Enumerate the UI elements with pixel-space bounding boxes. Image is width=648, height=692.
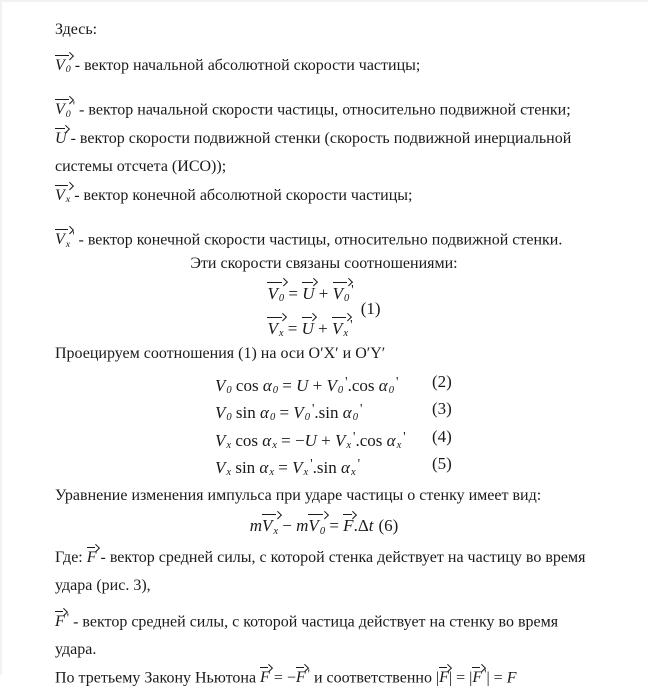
- subscript: х: [272, 440, 277, 452]
- subscript: 0: [272, 385, 279, 397]
- vector-symbol: F: [343, 516, 354, 535]
- equation-1-line-1: [267, 274, 353, 309]
- math-text: По третьему Закону Ньютона: [55, 669, 261, 687]
- math-text: - вектор начальной скорости частицы, относительно подвижной стенки;: [75, 101, 571, 119]
- vector-symbol: F: [86, 549, 97, 566]
- math-text: =: [274, 457, 293, 477]
- math-text: $\alpha_0$: [260, 402, 276, 424]
- projection-paragraph: Проецируем соотношения (1) на оси O′X′ и O′Y′: [55, 345, 386, 362]
- math-text: cos: [231, 375, 263, 395]
- subscript: х: [65, 194, 71, 206]
- vector-symbol: $V_0$: [55, 57, 71, 76]
- math-text: =: [275, 402, 294, 422]
- prime-mark: ': [403, 429, 406, 444]
- subscript: х: [226, 467, 232, 479]
- equation-5-formula: [215, 458, 360, 477]
- math-text: $\alpha_х$: [259, 457, 275, 479]
- subscript: х: [278, 328, 284, 340]
- math-text: .cos: [347, 375, 379, 395]
- relations-heading: Эти скорости связаны соотношениями:: [190, 255, 458, 272]
- vector-symbol: F: [439, 669, 449, 687]
- subscript: х: [346, 440, 352, 452]
- vector-symbol: $V_0$: [308, 516, 326, 537]
- math-text: - вектор начальной абсолютной скорости частицы;: [70, 57, 421, 74]
- prime-mark: ': [307, 667, 310, 681]
- subscript: 0: [65, 64, 71, 76]
- math-text: - вектор средней силы, с которой частица действует на стенку во время удара.: [55, 613, 559, 659]
- vector-symbol: U: [55, 130, 67, 147]
- math-text: F: [506, 669, 517, 687]
- math-text: U: [296, 375, 309, 395]
- math-text: .cos: [355, 430, 387, 450]
- equation-5-number: (5): [432, 454, 452, 473]
- subscript: х: [396, 440, 402, 452]
- math-text: $V_х$: [334, 430, 352, 452]
- math-text: cos: [231, 430, 263, 450]
- math-text: m: [296, 516, 309, 535]
- subscript: 0: [337, 385, 344, 397]
- equation-3-row: [0, 395, 648, 427]
- math-text: $V_х$: [215, 457, 232, 479]
- prime-mark: ': [351, 282, 354, 297]
- math-text: $\alpha_х$: [262, 430, 277, 452]
- equation-6-formula: [250, 511, 374, 541]
- math-text: - вектор скорости подвижной стенки (скорость подвижной инерциальной системы отсчета (ИСО));: [55, 130, 572, 175]
- vector-symbol: $V_0$: [267, 283, 285, 305]
- math-text: .Δ: [353, 516, 369, 535]
- math-text: $V_0$: [215, 375, 232, 397]
- math-text: | = |: [448, 669, 473, 687]
- force-prime-paragraph: [55, 604, 595, 664]
- subscript: х: [226, 440, 232, 452]
- prime-mark: ': [484, 667, 487, 681]
- subscript: 0: [388, 385, 394, 397]
- vector-symbol: F: [472, 669, 483, 687]
- math-text: - вектор конечной абсолютной скорости частицы;: [70, 187, 413, 204]
- math-text: Где:: [55, 549, 87, 566]
- math-text: $\alpha_0$: [378, 375, 394, 397]
- equation-3-formula: [215, 403, 362, 422]
- subscript: 0: [226, 385, 232, 397]
- equation-4-formula: [215, 431, 406, 450]
- subscript: х: [269, 467, 275, 479]
- subscript: х: [65, 238, 71, 250]
- prime-mark: ': [72, 99, 76, 113]
- math-text: sin: [231, 402, 260, 422]
- equation-1-number: (1): [360, 298, 381, 318]
- equation-system-lines: [267, 274, 353, 344]
- math-text: sin: [231, 457, 260, 477]
- math-text: | =: [486, 669, 507, 687]
- math-text: t: [368, 516, 374, 535]
- subscript: 0: [319, 525, 326, 537]
- prime-mark: ': [357, 456, 361, 471]
- math-text: $\alpha_0$: [262, 375, 279, 397]
- subscript: 0: [278, 293, 285, 305]
- newton-law-paragraph: [55, 660, 645, 692]
- vector-symbol: F: [295, 669, 306, 687]
- equation-6: [0, 511, 648, 541]
- definition-vk: [55, 182, 595, 210]
- math-text: = −: [276, 430, 305, 450]
- vector-symbol: $V_х$: [332, 318, 349, 340]
- prime-mark: ': [395, 374, 399, 389]
- math-text: =: [284, 283, 303, 303]
- equation-2-number: (2): [432, 372, 452, 391]
- subscript: 0: [65, 108, 71, 120]
- math-text: $V_0$: [326, 375, 344, 397]
- math-text: +: [308, 375, 327, 395]
- vector-symbol: U: [302, 283, 315, 303]
- equation-2-formula: [215, 376, 398, 395]
- definition-u: [55, 125, 595, 181]
- definition-v0: [55, 52, 595, 80]
- vector-symbol: $V_х$: [55, 231, 71, 250]
- math-text: +: [314, 283, 333, 303]
- math-text: - вектор конечной скорости частицы, относительно подвижной стенки.: [74, 231, 563, 249]
- equation-1-line-2: [267, 309, 352, 344]
- subscript: 0: [304, 412, 310, 424]
- math-text: и соответственно: [309, 669, 436, 687]
- equation-5-row: [0, 450, 648, 482]
- math-text: $\alpha_х$: [386, 430, 402, 452]
- math-text: .sin: [314, 402, 343, 422]
- math-text: =: [325, 516, 344, 535]
- vector-symbol: U: [301, 318, 314, 338]
- prime-mark: ': [345, 374, 348, 389]
- subscript: х: [343, 328, 349, 340]
- subscript: 0: [269, 412, 276, 424]
- subscript: 0: [352, 412, 358, 424]
- vector-symbol: $V_0$: [332, 283, 350, 305]
- prime-mark: ': [359, 401, 363, 416]
- math-text: $\alpha_х$: [341, 457, 356, 479]
- definition-v0-prime: [55, 92, 595, 124]
- math-text: $V_х$: [292, 457, 309, 479]
- subscript: х: [350, 467, 356, 479]
- vector-symbol: $V_х$: [55, 187, 71, 206]
- prime-mark: ': [350, 316, 353, 332]
- math-text: U: [304, 430, 317, 450]
- subscript: х: [303, 467, 309, 479]
- prime-mark: ': [310, 456, 313, 471]
- math-text: =: [283, 318, 302, 338]
- math-text: $\alpha_0$: [342, 402, 358, 424]
- equation-system-1: [0, 274, 648, 344]
- subscript: 0: [343, 293, 350, 305]
- math-text: .sin: [312, 457, 342, 477]
- math-text: $V_0$: [215, 402, 232, 424]
- prime-mark: ': [311, 401, 315, 416]
- subscript: х: [273, 525, 279, 537]
- prime-mark: ': [66, 611, 70, 625]
- prime-mark: ': [353, 429, 356, 444]
- vector-symbol: F: [260, 669, 270, 687]
- math-text: −: [278, 516, 297, 535]
- equation-3-number: (3): [432, 399, 452, 418]
- vector-symbol: $V_х$: [261, 516, 279, 537]
- math-text: m: [249, 516, 262, 535]
- prime-mark: ': [72, 229, 75, 243]
- math-text: =: [278, 375, 297, 395]
- vector-symbol: F: [55, 613, 65, 631]
- impulse-paragraph: Уравнение изменения импульса при ударе частицы о стенку имеет вид:: [55, 487, 542, 504]
- math-text: = −: [269, 669, 296, 687]
- math-text: |: [435, 669, 440, 687]
- vector-symbol: $V_0$: [55, 101, 71, 120]
- paragraph-here: Здесь:: [55, 21, 98, 38]
- math-text: - вектор средней силы, с которой стенка действует на частицу во время удара (рис. 3),: [55, 549, 586, 594]
- equation-6-number: (6): [378, 516, 399, 535]
- math-text: $V_х$: [215, 430, 232, 452]
- math-text: $V_0$: [293, 402, 310, 424]
- where-force-paragraph: [55, 544, 595, 600]
- math-text: +: [316, 430, 335, 450]
- equation-4-number: (4): [432, 427, 452, 446]
- subscript: 0: [226, 412, 232, 424]
- vector-symbol: $V_х$: [267, 318, 284, 340]
- math-text: +: [313, 318, 333, 338]
